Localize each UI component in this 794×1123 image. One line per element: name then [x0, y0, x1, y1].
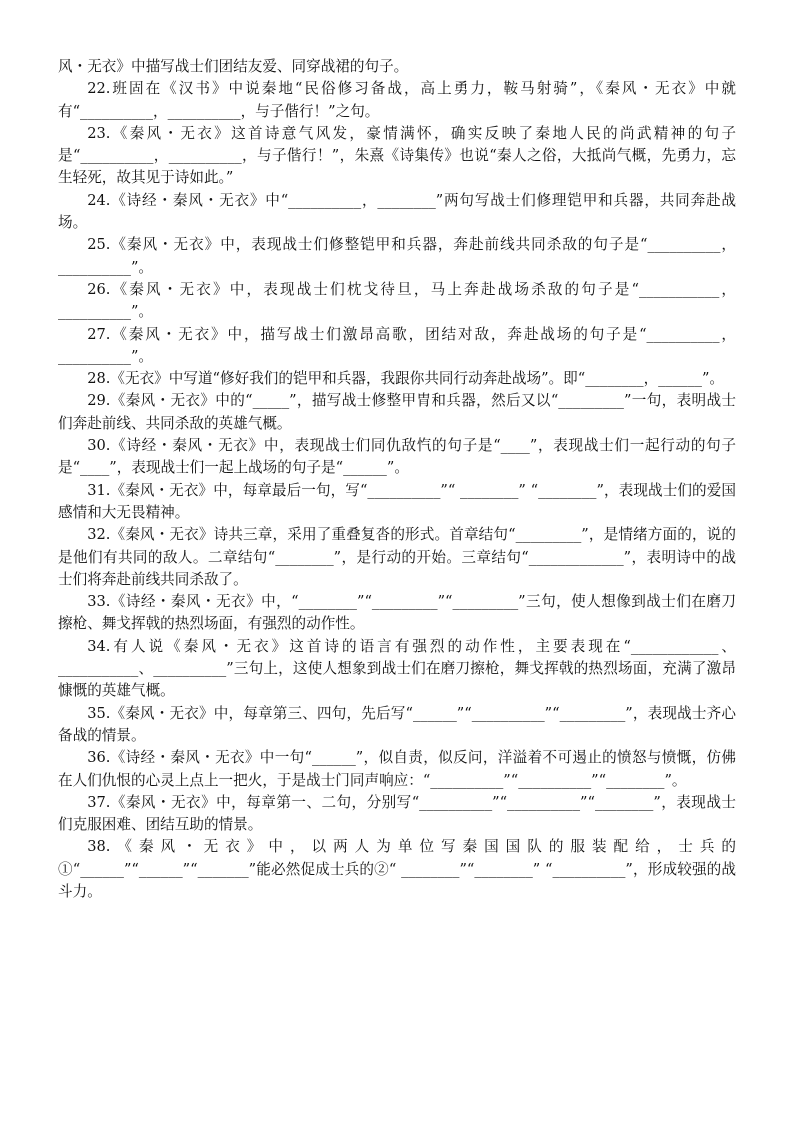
question-31: 31.《秦风・无衣》中，每章最后一句，写“__________”“ ________” “________”，表现战士们的爱国感情和大无畏精神。 [58, 481, 736, 521]
question-33: 33.《诗经・秦风・无衣》中，“________”“_________”“_________”三句，使人想像到战士们在磨刀擦枪、舞戈挥戟的热烈场面，有强烈的动作性。 [58, 593, 736, 633]
question-37: 37.《秦风・无衣》中，每章第一、二句，分别写“__________”“__________”“________”，表现战士们克服困难、团结互助的情景。 [58, 793, 736, 834]
question-29: 29.《秦风・无衣》中的“_____”，描写战士修整甲胄和兵器，然后又以“_________”一句，表明战士们奔赴前线、共同杀敌的英雄气概。 [58, 392, 736, 432]
question-34: 34.有人说《秦风・无衣》这首诗的语言有强烈的动作性，主要表现在“____________、___________、__________”三句上，这使人想象到战士们在磨刀擦枪，舞戈挥戟的热烈场面，充满了激昂慷慨的英雄气概。 [58, 637, 736, 700]
question-35: 35.《秦风・无衣》中，每章第三、四句，先后写“______”“__________”“_________”，表现战士齐心备战的情景。 [58, 704, 736, 744]
question-38: 38.《秦风・无衣》中，以两人为单位写秦国国队的服装配给，士兵的①“______”“______”“_______”能必然促成士兵的②“ ________”“________” “__________”，形成较强的战斗力。 [58, 838, 736, 900]
question-27: 27.《秦风・无衣》中，描写战士们激昂高歌，团结对敌，奔赴战场的句子是“__________，__________”。 [58, 325, 736, 365]
question-25: 25.《秦风・无衣》中，表现战士们修整铠甲和兵器，奔赴前线共同杀敌的句子是“__________，__________”。 [58, 236, 736, 276]
question-28: 28.《无衣》中写道“修好我们的铠甲和兵器，我跟你共同行动奔赴战场”。即“________，______”。 [87, 370, 724, 388]
question-23: 23.《秦风・无衣》这首诗意气风发，豪情满怀，确实反映了秦地人民的尚武精神的句子是“__________，__________，与子偕行！”，朱熹《诗集传》也说“秦人之俗，大抵尚气概，先勇力，忘生轻死，故其见于诗如此。” [58, 124, 736, 187]
question-22: 22.班固在《汉书》中说秦地“民俗修习备战，高上勇力，鞍马射骑”，《秦风・无衣》中就有“__________，__________，与子偕行！”之句。 [58, 80, 736, 120]
question-30: 30.《诗经・秦风・无衣》中，表现战士们同仇敌忾的句子是“____”，表现战士们一起行动的句子是“____”，表现战士们一起上战场的句子是“______”。 [58, 437, 736, 477]
question-24: 24.《诗经・秦风・无衣》中“__________，________”两句写战士们修理铠甲和兵器，共同奔赴战场。 [58, 191, 736, 232]
question-26: 26.《秦风・无衣》中，表现战士们枕戈待旦，马上奔赴战场杀敌的句子是“___________，__________”。 [58, 280, 736, 321]
paragraph-continuation: 风・无衣》中描写战士们团结友爱、同穿战裙的句子。 [58, 58, 409, 75]
question-32: 32.《秦风・无衣》诗共三章，采用了重叠复沓的形式。首章结句“_________”，是情绪方面的，说的是他们有共同的敌人。二章结句“________”，是行动的开始。三章结句“_____________”，表明诗中的战士们将奔赴前线共同杀敌了。 [58, 526, 736, 588]
question-36: 36.《诗经・秦风・无衣》中一句“______”，似自责，似反问，洋溢着不可遏止的愤怒与愤慨，仿佛在人们仇恨的心灵上点上一把火，于是战士门同声响应：“__________”“__________”“________”。 [58, 749, 736, 789]
